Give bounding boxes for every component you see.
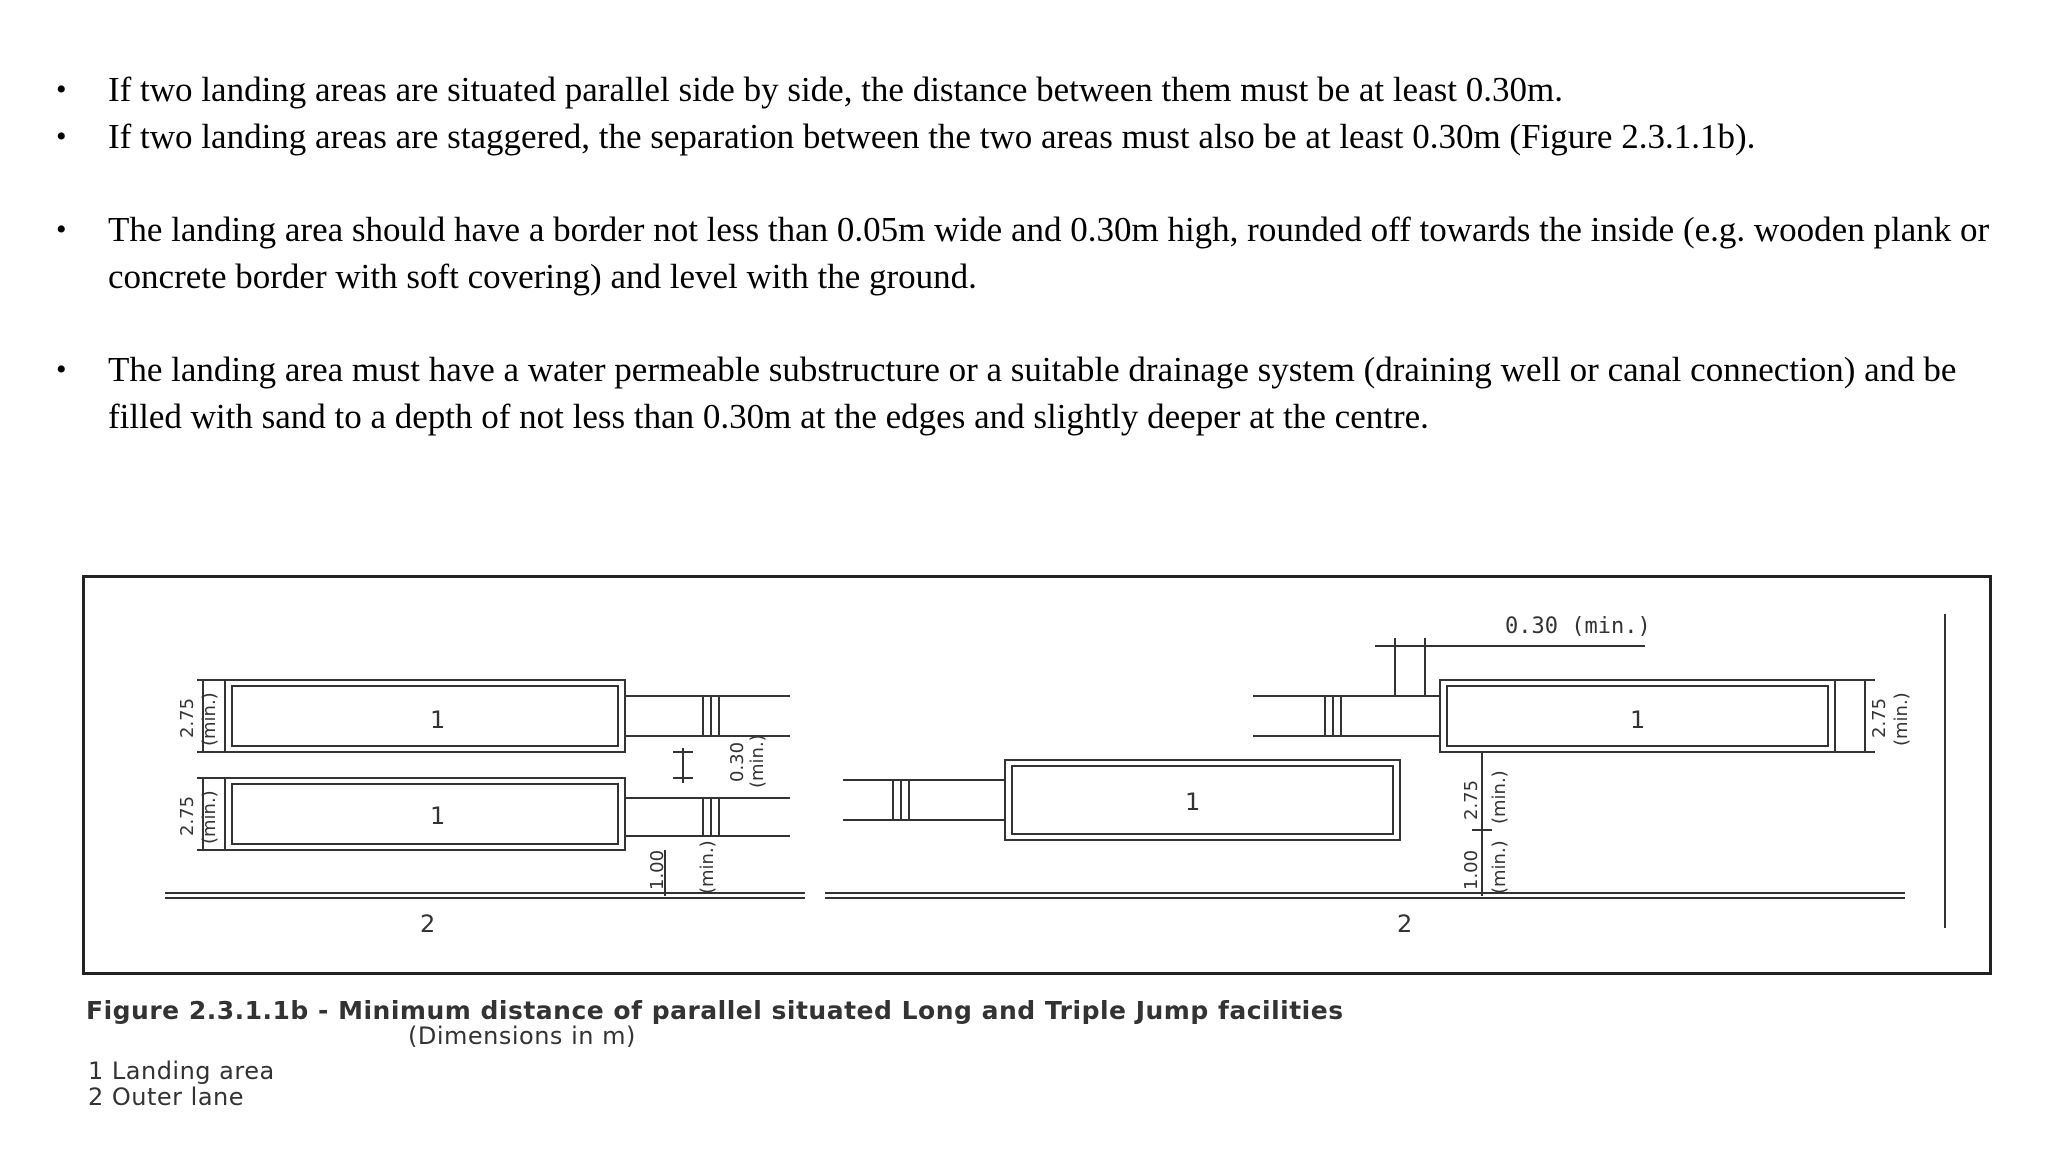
lane-label: 2	[1397, 910, 1413, 938]
diagram-svg	[85, 578, 1989, 972]
dim-275-label: 2.75	[177, 795, 198, 836]
landing-area-rect	[225, 680, 625, 752]
bullet-text: If two landing areas are situated parallel side by side, the distance between them must be at least 0.30m.	[108, 70, 1563, 109]
bullet-list	[56, 66, 2016, 440]
figure-caption-sub: (Dimensions in m)	[408, 1022, 636, 1050]
landing-area-rect	[1005, 760, 1400, 840]
landing-label: 1	[430, 706, 446, 734]
dim-275-label: 2.75	[1869, 697, 1890, 738]
bullet-item	[56, 206, 2016, 300]
dim-030-label: 0.30	[727, 741, 748, 782]
figure-legend	[88, 1058, 275, 1110]
min-label: (min.)	[1489, 770, 1510, 824]
bullet-item	[56, 113, 2016, 160]
bullet-item	[56, 346, 2016, 440]
dim-275-label: 2.75	[177, 697, 198, 738]
dim-100-label: 1.00	[647, 849, 668, 890]
min-label: (min.)	[199, 692, 220, 746]
bullet-dot-icon: •	[56, 213, 67, 246]
landing-label: 1	[1185, 788, 1201, 816]
bullet-text: The landing area must have a water permeable substructure or a suitable drainage system (draining well or canal connection) and be filled with sand to a depth of not less than 0.30m at the edges and slightly deeper at the centre.	[108, 350, 1957, 436]
min-label: (min.)	[199, 790, 220, 844]
min-label: (min.)	[1891, 692, 1912, 746]
min-label: (min.)	[747, 734, 768, 788]
legend-item: 2 Outer lane	[88, 1083, 245, 1111]
landing-label: 1	[430, 802, 446, 830]
bullet-item	[56, 66, 2016, 113]
bullet-text: If two landing areas are staggered, the separation between the two areas must also be at least 0.30m (Figure 2.3.1.1b).	[108, 117, 1756, 156]
legend-item: 1 Landing area	[88, 1057, 275, 1085]
bullet-text: The landing area should have a border not less than 0.05m wide and 0.30m high, rounded off towards the inside (e.g. wooden plank or concrete border with soft covering) and level with the ground.	[108, 210, 1990, 296]
top-dimension-label: 0.30 (min.)	[1505, 614, 1651, 639]
dim-275-label: 2.75	[1461, 779, 1482, 820]
min-label: (min.)	[697, 840, 718, 894]
lane-label: 2	[420, 910, 436, 938]
figure-diagram	[82, 575, 1992, 975]
bullet-dot-icon: •	[56, 120, 67, 153]
landing-label: 1	[1630, 706, 1646, 734]
landing-area-rect	[225, 778, 625, 850]
bullet-dot-icon: •	[56, 353, 67, 386]
figure-caption: Figure 2.3.1.1b - Minimum distance of parallel situated Long and Triple Jump facilities	[86, 996, 1344, 1025]
dim-100-label: 1.00	[1461, 849, 1482, 890]
min-label: (min.)	[1489, 840, 1510, 894]
bullet-dot-icon: •	[56, 73, 67, 106]
